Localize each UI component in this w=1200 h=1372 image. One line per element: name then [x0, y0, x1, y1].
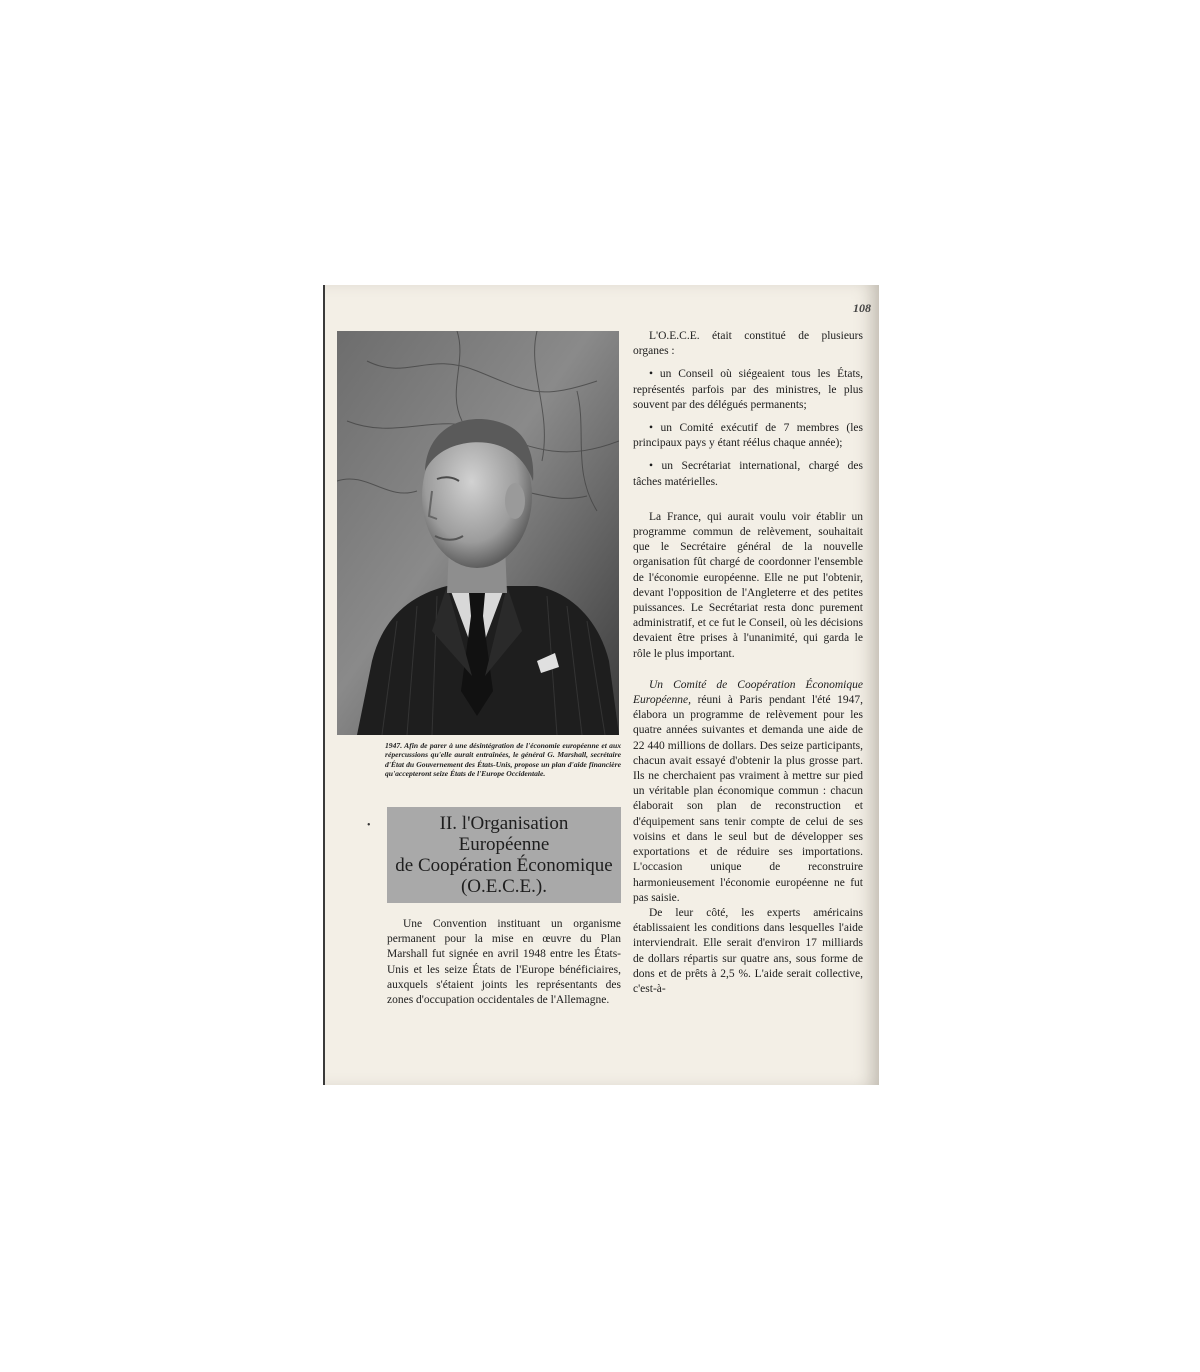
list-item-comite: • un Comité exécutif de 7 membres (les principaux pays y étant réélus chaque année); [633, 422, 863, 450]
section-heading [387, 807, 621, 903]
comite-body: réuni à Paris pendant l'été 1947, élabora un programme de relèvement pour les quatre années suivantes et demanda une aide de 22 440 millions de dollars. Des seize participants, chacun avait essayé d'obtenir la plus grosse part. Ils ne cherchaient pas vraiment à mettre sur pied un véritable plan économique commun : chacun élaborait son plan de reconstruction et d'équipement sans tenir compte de celui de ses voisins et dans le seul but de développer ses exportations et de réduire ses importations. L'occasion unique de reconstruire harmonieusement l'économie européenne ne fut pas saisie. [633, 694, 863, 904]
list-item-secretariat: • un Secrétariat international, chargé des tâches matérielles. [633, 460, 863, 488]
organes-intro: L'O.E.C.E. était constitué de plusieurs organes : [633, 330, 863, 358]
page-number: 108 [853, 301, 871, 315]
heading-line-4: (O.E.C.E.). [460, 876, 547, 897]
portrait-illustration [337, 331, 619, 735]
paragraph-comite [633, 678, 863, 906]
left-column-text [387, 917, 621, 1008]
convention-paragraph: Une Convention instituant un organisme permanent pour la mise en œuvre du Plan Marshall fut signée en avril 1948 entre les États-Unis et les seize États de l'Europe bénéficiaires, auxquels s'étaient joints les représentants des zones d'occupation occidentales de l'Allemagne. [387, 918, 621, 1007]
heading-line-3: de Coopération Économique [395, 855, 613, 876]
heading-line-1: II. l'Organisation [439, 813, 569, 834]
comite-italic-title: Un Comité de Coopération Économique Européenne, [633, 678, 863, 707]
right-column-text [633, 329, 863, 997]
list-item-conseil: • un Conseil où siégeaient tous les États, représentés parfois par des ministres, le plus souvent par des délégués permanents; [633, 368, 863, 411]
paragraph-france: La France, qui aurait voulu voir établir un programme commun de relèvement, souhaitait que le Secrétaire général de la nouvelle organisation fût chargé de coordonner l'ensemble de l'économie européenne. Elle ne put l'obtenir, devant l'opposition de l'Angleterre et des petites puissances. Le Secrétariat resta donc purement administratif, et ce fut le Conseil, où les décisions devaient être prises à l'unanimité, qui garda le rôle le plus important. [633, 510, 863, 660]
portrait-photo [337, 331, 619, 735]
paragraph-experts: De leur côté, les experts américains établissaient les conditions dans lesquelles l'aide interviendrait. Elle serait d'environ 17 milliards de dollars répartis sur quatre ans, sous forme de dons et de prêts à 2,5 %. L'aide serait collective, c'est-à- [633, 906, 863, 995]
heading-line-2: Européenne [458, 834, 550, 855]
margin-mark-icon: • [367, 820, 371, 831]
photo-caption: 1947. Afin de parer à une désintégration de l'économie européenne et aux répercussions qu'elle aurait entraînées, le général G. Marshall, secrétaire d'État du Gouvernement des États-Unis, propose un plan d'aide financière qu'accepteront seize États de l'Europe Occidentale. [385, 741, 621, 778]
book-page [323, 285, 879, 1085]
